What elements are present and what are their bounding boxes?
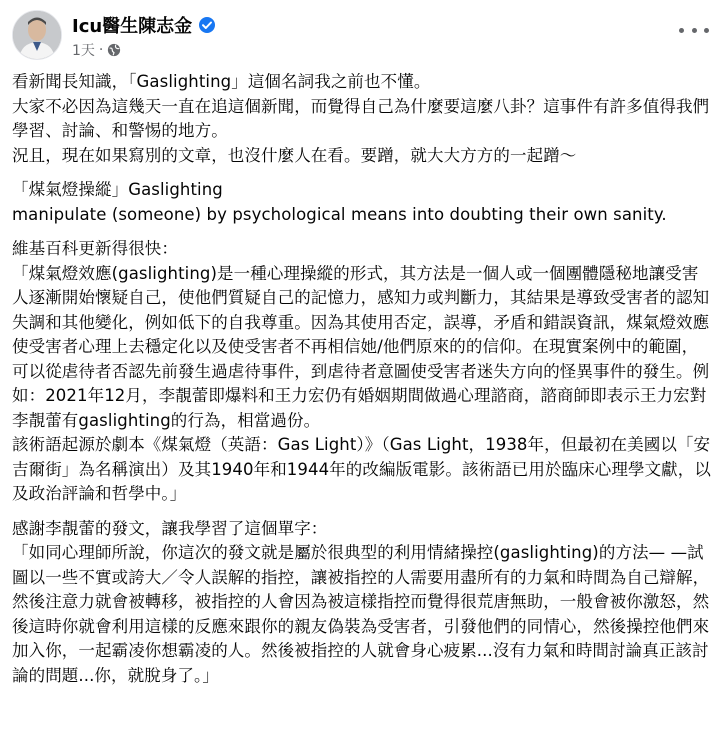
post-timestamp[interactable]: 1天 xyxy=(72,43,95,59)
verified-badge-icon xyxy=(198,16,216,34)
post-line: 「煤氣燈操縱」Gaslighting xyxy=(12,180,223,199)
post-line: 「如同心理師所說，你這次的發文就是屬於很典型的利用情緒操控(gaslighting)的方法— —試圖以一些不實或誇大／令人誤解的指控，讓被指控的人需要用盡所有的力氣和時間為自己辯解，然後注意力就會被轉移，被指控的人會因為被這樣指控而覺得很荒唐無助，一般會被你激怒，然後這時你就會利用這樣的反應來跟你的親友偽裝為受害者，引發他們的同情心，然後操控他們來加入你，一起霸凌你想霸凌的人。然後被指控的人就會身心疲累...沒有力氣和時間討論真正該討論的問題...你，就脫身了。」 xyxy=(12,543,710,685)
post-line: manipulate (someone) by psychological means into doubting their own sanity. xyxy=(12,204,667,224)
post-line: 維基百科更新得很快： xyxy=(12,239,178,258)
post-header xyxy=(12,10,723,62)
post-line: 「煤氣燈效應(gaslighting)是一種心理操縱的形式，其方法是一個人或一個團體隱秘地讓受害人逐漸開始懷疑自己，使他們質疑自己的記憶力，感知力或判斷力，其結果是導致受害者的認知失調和其他變化，例如低下的自我尊重。因為其使用否定，誤導，矛盾和錯誤資訊，煤氣燈效應使受害者心理上去穩定化以及使受害者不再相信她/他們原來的的信仰。在現實案例中的範圍，可以從虐待者否認先前發生過虐待事件，到虐待者意圖使受害者迷失方向的怪異事件的發生。例如：2021年12月，李靚蕾即爆料和王力宏仍有婚姻期間做過心理諮商，諮商師即表示王力宏對李靚蕾有gaslighting的行為，相當過份。 xyxy=(12,263,710,430)
avatar-photo-icon xyxy=(13,11,61,59)
post-line: 況且，現在如果寫別的文章，也沒什麼人在看。要蹭，就大大方方的一起蹭～ xyxy=(12,145,577,165)
post-line: 看新聞長知識，「Gaslighting」這個名詞我之前也不懂。 xyxy=(12,72,431,91)
post-line: 大家不必因為這幾天一直在追這個新聞，而覺得自己為什麼要這麼八卦？這事件有許多值得我們學習、討論、和警惕的地方。 xyxy=(12,96,710,140)
more-options-icon[interactable] xyxy=(679,20,709,40)
author-avatar[interactable] xyxy=(12,10,62,60)
post-line: 感謝李靚蕾的發文，讓我學習了這個單字： xyxy=(12,518,328,538)
post-line: 該術語起源於劇本《煤氣燈（英語：Gas Light）》（Gas Light，1938年，但最初在美國以「安吉爾街」為名稱演出）及其1940年和1944年的改編版電影。該術語已用於臨床心理學文獻，以及政治評論和哲學中。」 xyxy=(12,435,711,503)
post-body xyxy=(12,70,712,688)
author-name[interactable]: Icu醫生陳志金 xyxy=(72,16,193,37)
globe-icon xyxy=(107,43,121,57)
meta-separator: · xyxy=(98,42,104,58)
